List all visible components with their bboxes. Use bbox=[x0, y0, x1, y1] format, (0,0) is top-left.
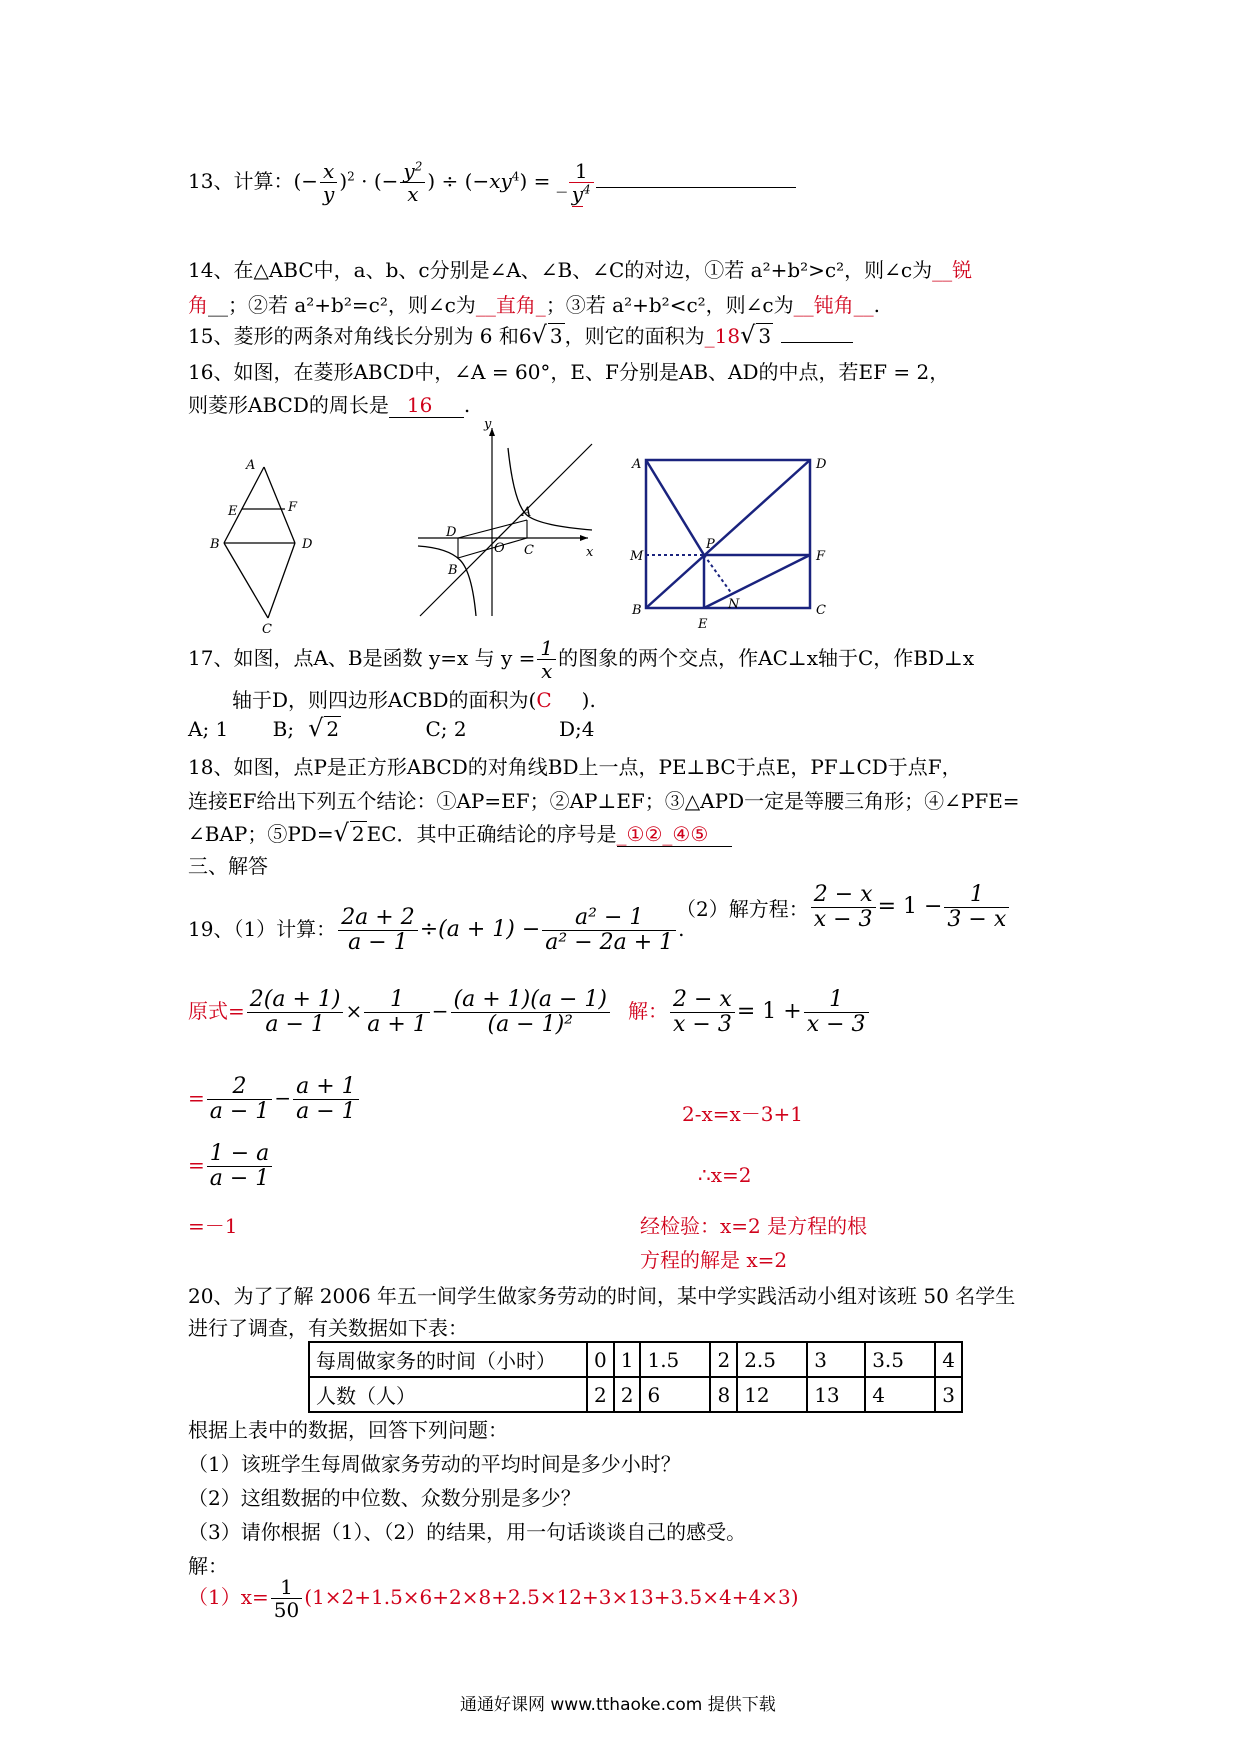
q13: 13、计算：(− $\frac{x}{y}$ )$^2$ · (− $\frac{y^2}{x}$ ) ÷ $(-xy^4)$ = _ $\frac{1}{y^4}$ bbox=[188, 160, 796, 205]
svg-text:N: N bbox=[728, 597, 740, 612]
q20-line2: 进行了调查，有关数据如下表： bbox=[188, 1316, 468, 1340]
svg-text:O: O bbox=[494, 541, 505, 556]
figure-rhombus bbox=[200, 455, 330, 635]
q19-solution1-step1: 原式= $\frac{2(a + 1)}{a - 1}$ × $\frac{1}{a + 1}$ − $\frac{(a + 1)(a - 1)}{\text{(a − 1)²}}$ bbox=[188, 988, 612, 1037]
q20-question3: （3）请你根据（1）、（2）的结果，用一句话谈谈自己的感受。 bbox=[188, 1520, 747, 1544]
q19-problem2: （2）解方程： $\frac{2 - x}{x - 3}$ = 1 − $\frac{1}{3 - x}$ bbox=[676, 883, 1011, 932]
svg-text:A: A bbox=[246, 458, 256, 473]
svg-text:C: C bbox=[262, 622, 272, 635]
q19-check: 经检验：x=2 是方程的根 bbox=[640, 1214, 868, 1238]
svg-text:x: x bbox=[586, 545, 594, 560]
q17-options: A; 1 B; √ 2 C; 2 D;4 bbox=[188, 714, 595, 742]
table-row: 每周做家务的时间（小时） 0 1 1.5 2 2.5 3 3.5 4 bbox=[309, 1342, 962, 1377]
q19-solution1-step3: = $\frac{1 - a}{a - 1}$ bbox=[188, 1142, 274, 1191]
q19-solution2-step2: 2-x=x－3+1 bbox=[682, 1102, 804, 1126]
svg-text:B: B bbox=[210, 537, 220, 552]
svg-text:E: E bbox=[228, 504, 238, 519]
svg-text:B: B bbox=[448, 563, 458, 578]
figure-hyperbola bbox=[410, 420, 600, 620]
svg-text:D: D bbox=[302, 537, 313, 552]
svg-text:M: M bbox=[630, 549, 644, 564]
q20-question1: （1）该班学生每周做家务劳动的平均时间是多少小时？ bbox=[188, 1452, 681, 1476]
q20-table bbox=[308, 1341, 963, 1413]
q17-line1: 17、如图，点A、B是函数 y=x 与 y = $\frac{1}{x}$ 的图象的两个交点，作AC⊥x轴于C，作BD⊥x bbox=[188, 636, 975, 683]
q19-problem1: 19、（1）计算： $\frac{2a + 2}{a - 1}$ ÷(a + 1) − $\frac{\text{a² − 1}}{\text{a² − 2a + 1}}$ . bbox=[188, 905, 685, 956]
svg-text:D: D bbox=[446, 525, 457, 540]
table-row: 人数（人） 2 2 6 8 12 13 4 3 bbox=[309, 1377, 962, 1412]
q13-label: 13、计算： bbox=[188, 169, 294, 193]
svg-text:A: A bbox=[632, 457, 642, 472]
svg-text:F: F bbox=[288, 500, 298, 515]
q18-line1: 18、如图，点P是正方形ABCD的对角线BD上一点，PE⊥BC于点E，PF⊥CD于点F， bbox=[188, 755, 962, 779]
svg-text:B: B bbox=[632, 603, 642, 618]
svg-text:A: A bbox=[522, 505, 532, 520]
q16-line2: 则菱形ABCD的周长是 16 . bbox=[188, 393, 471, 417]
svg-text:E: E bbox=[698, 617, 708, 632]
q20-solution-label: 解： bbox=[188, 1554, 228, 1578]
figure-square bbox=[620, 448, 840, 638]
q16-line1: 16、如图，在菱形ABCD中，∠A = 60°，E、F分别是AB、AD的中点，若EF = 2， bbox=[188, 360, 950, 384]
q19-solution2-step1: 解： $\frac{2 - x}{x - 3}$ = 1 + $\frac{1}{x - 3}$ bbox=[628, 988, 871, 1037]
svg-text:C: C bbox=[816, 603, 826, 618]
q18-line3: ∠BAP；⑤PD=√ 2 EC．其中正确结论的序号是_①②_④⑤ bbox=[188, 818, 732, 847]
q19-solution1-result: =－1 bbox=[188, 1214, 238, 1238]
q20-question2: （2）这组数据的中位数、众数分别是多少？ bbox=[188, 1486, 581, 1510]
q13-answer: $\frac{1}{y^4}$ bbox=[569, 160, 594, 205]
q14-line1: 14、在△ABC中，a、b、c分别是∠A、∠B、∠C的对边，①若 a²+b²>c²，则∠c为__锐 bbox=[188, 258, 973, 282]
section-heading: 三、解答 bbox=[188, 854, 268, 878]
q20-intro: 根据上表中的数据，回答下列问题： bbox=[188, 1418, 508, 1442]
svg-text:D: D bbox=[816, 457, 827, 472]
q20-line1: 20、为了了解 2006 年五一间学生做家务劳动的时间，某中学实践活动小组对该班 50 名学生 bbox=[188, 1284, 1016, 1308]
q17-line2: 轴于D，则四边形ACBD的面积为(C ). bbox=[232, 688, 596, 712]
q19-solution1-step2: = $\frac{2}{a - 1}$ − $\frac{a + 1}{a - 1}$ bbox=[188, 1075, 361, 1124]
q19-conclusion: 方程的解是 x=2 bbox=[640, 1248, 788, 1272]
svg-text:F: F bbox=[816, 549, 826, 564]
q15: 15、菱形的两条对角线长分别为 6 和6√ 3 ，则它的面积为_18√ 3 bbox=[188, 320, 853, 349]
q19-solution2-step3: ∴x=2 bbox=[698, 1163, 752, 1187]
q20-solution1: （1）x= $\frac{1}{50}$ (1×2+1.5×6+2×8+2.5×12+3×13+3.5×4+4×3) bbox=[188, 1575, 799, 1622]
footer: 通通好课网 www.tthaoke.com 提供下载 bbox=[460, 1695, 776, 1715]
svg-text:y: y bbox=[484, 420, 492, 432]
svg-text:C: C bbox=[524, 543, 534, 558]
q14-line2: 角__；②若 a²+b²=c²，则∠c为__直角_；③若 a²+b²<c²，则∠c为__钝角__. bbox=[188, 293, 880, 317]
svg-text:P: P bbox=[706, 537, 715, 552]
q18-line2: 连接EF给出下列五个结论：①AP=EF；②AP⊥EF；③△APD一定是等腰三角形；④∠PFE= bbox=[188, 789, 1020, 813]
